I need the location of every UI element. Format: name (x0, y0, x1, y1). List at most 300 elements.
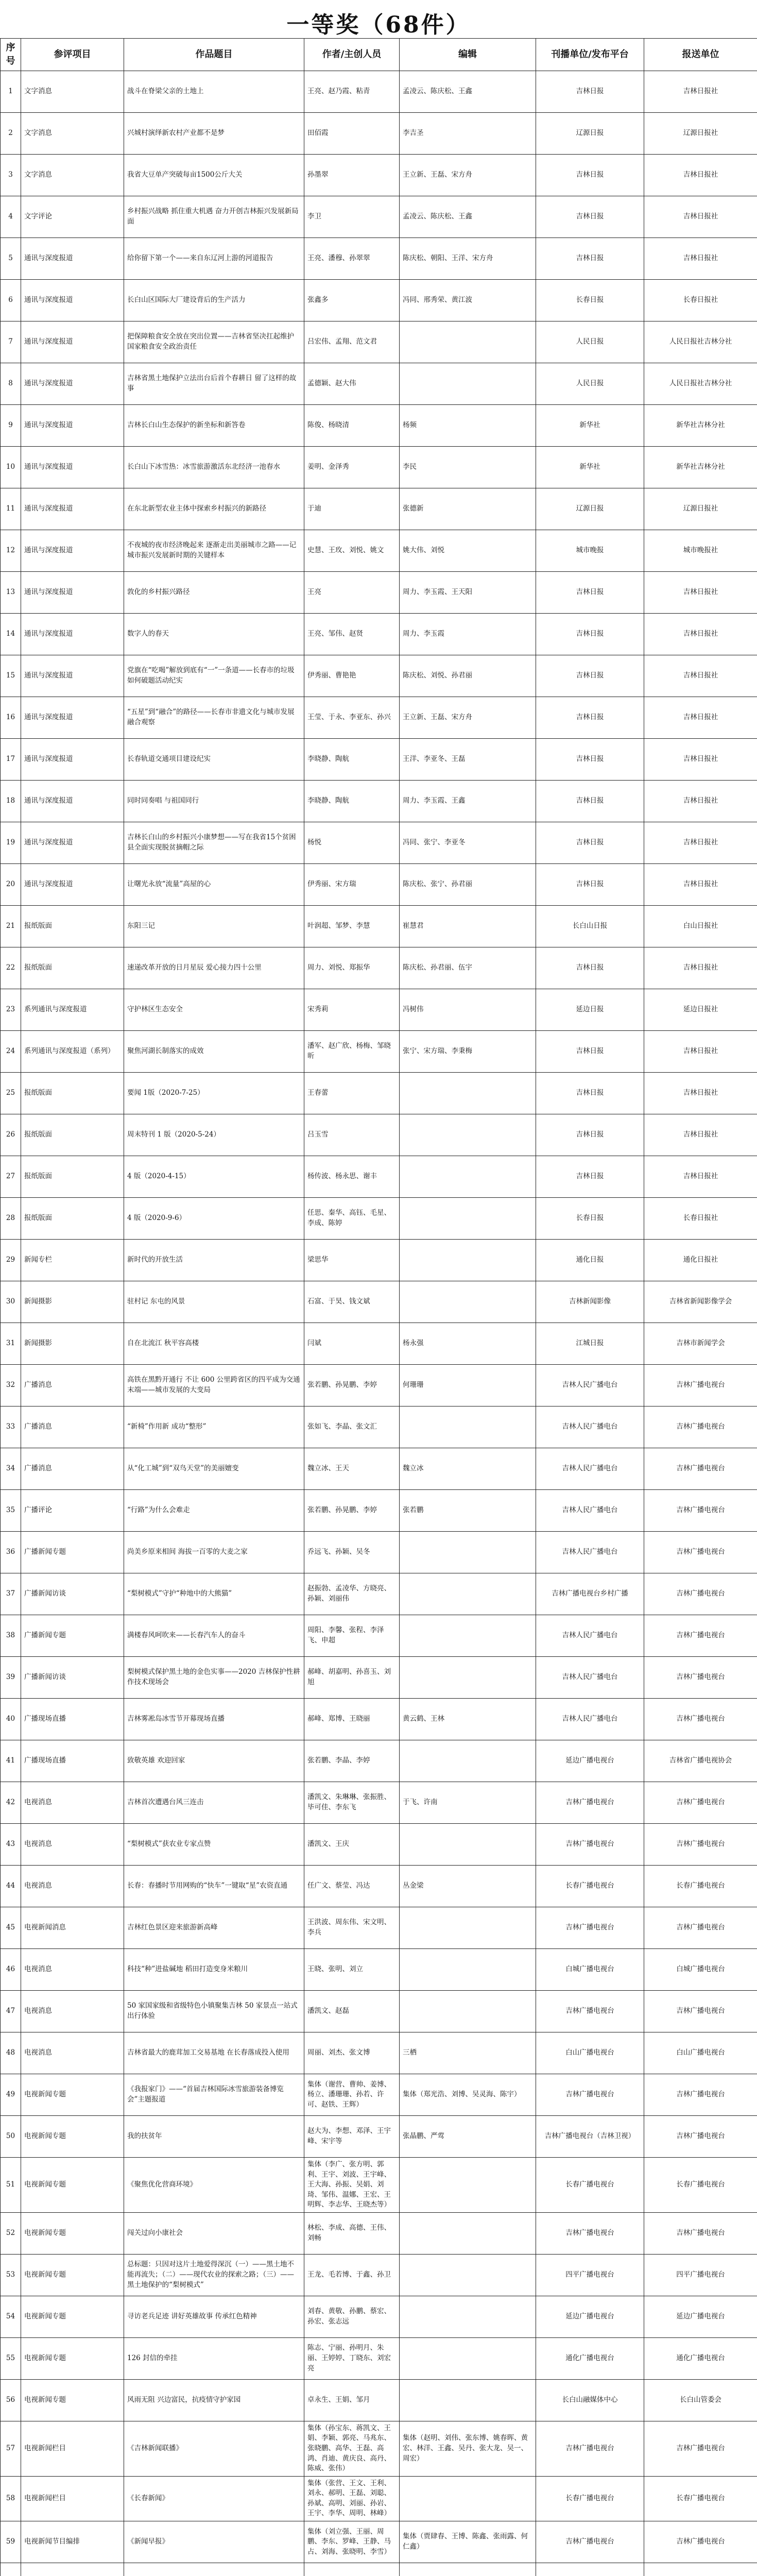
cell-editor: 张德新 (400, 488, 536, 530)
cell-work: 从“化工城”到“双鸟天堂”的美丽嬗变 (124, 1448, 304, 1490)
cell-category: 报纸版面 (21, 1198, 124, 1240)
cell-no: 28 (1, 1198, 21, 1240)
cell-editor: 姚大伟、刘悦 (400, 530, 536, 572)
cell-publisher: 白山广播电视台 (536, 2032, 644, 2074)
cell-no: 8 (1, 363, 21, 405)
cell-publisher: 新华社 (536, 405, 644, 447)
cell-work: 聚焦河湖长制落实的成效 (124, 1031, 304, 1073)
table-row (1, 614, 757, 655)
cell-editor (400, 2337, 536, 2379)
cell-work: 数字人的春天 (124, 614, 304, 655)
cell-work: 4 版（2020-9-6） (124, 1198, 304, 1240)
cell-editor: 于飞、许南 (400, 1782, 536, 1824)
cell-publisher: 江城日报 (536, 1323, 644, 1365)
cell-category: 广播现场直播 (21, 1699, 124, 1740)
table-row (1, 488, 757, 530)
cell-work: 守护林区生态安全 (124, 989, 304, 1031)
cell-org: 吉林广播电视台 (644, 2116, 757, 2158)
cell-author: 于迪 (304, 488, 400, 530)
cell-category: 文字消息 (21, 71, 124, 113)
table-row (1, 2254, 757, 2296)
cell-org: 吉林日报社 (644, 781, 757, 822)
cell-publisher: 吉林广播电视台（吉林卫视） (536, 2116, 644, 2158)
table-row (1, 1699, 757, 1740)
cell-author: 李晓静、陶航 (304, 739, 400, 781)
cell-no: 53 (1, 2254, 21, 2296)
col-header-author: 作者/主创人员 (304, 39, 400, 71)
cell-publisher: 长春日报 (536, 1198, 644, 1240)
cell-no: 57 (1, 2421, 21, 2476)
cell-publisher: 通化日报 (536, 1240, 644, 1281)
cell-work: 兴城村演绎新农村产业都不是梦 (124, 113, 304, 155)
table-row (1, 280, 757, 321)
cell-category: 新闻专栏 (21, 1240, 124, 1281)
cell-author: 刘春、黄敬、孙鹏、蔡宏、孙宏、张志远 (304, 2296, 400, 2337)
cell-author: 集体（李广、张方明、郭利、王宇、刘波、王宇峰、王大海、孙振、吴娟、刘琦、邹伟、温娜、王宏、王明辉、李志华、王晓杰等） (304, 2158, 400, 2213)
awards-table (0, 38, 757, 2576)
table-row (1, 1073, 757, 1114)
cell-category: 通讯与深度报道 (21, 655, 124, 697)
cell-category: 通讯与深度报道 (21, 238, 124, 280)
cell-org: 吉林日报社 (644, 572, 757, 614)
cell-editor: 周力、李玉霞、王鑫 (400, 781, 536, 822)
cell-no: 15 (1, 655, 21, 697)
cell-editor (400, 1114, 536, 1156)
table-row (1, 2379, 757, 2421)
table-row (1, 71, 757, 113)
cell-publisher: 吉林日报 (536, 155, 644, 196)
cell-no: 11 (1, 488, 21, 530)
cell-org: 吉林日报社 (644, 1114, 757, 1156)
cell-org: 吉林广播电视台 (644, 1573, 757, 1615)
cell-author: 乔远飞、孙颖、吴冬 (304, 1532, 400, 1573)
col-header-no: 序号 (1, 39, 21, 71)
table-row (1, 2212, 757, 2254)
cell-category: 广播现场直播 (21, 1740, 124, 1782)
cell-category: 通讯与深度报道 (21, 280, 124, 321)
cell-org: 白城广播电视台 (644, 1949, 757, 1991)
cell-author: 王春蕾 (304, 1073, 400, 1114)
cell-editor (400, 1740, 536, 1782)
cell-org: 通化广播电视台 (644, 2337, 757, 2379)
cell-work: 尚美乡原来相间 海拔一百零的大麦之家 (124, 1532, 304, 1573)
cell-editor: 何珊珊 (400, 1365, 536, 1406)
cell-work: 满楼春风呵吹来——长春汽车人的奋斗 (124, 1615, 304, 1657)
cell-editor: 张宁、宋方瑞、李秉梅 (400, 1031, 536, 1073)
cell-author: 王亮 (304, 572, 400, 614)
cell-author: 张若鹏、李晶、李婷 (304, 1740, 400, 1782)
cell-publisher: 长春日报 (536, 280, 644, 321)
table-row (1, 1573, 757, 1615)
cell-category: 报纸版面 (21, 1156, 124, 1198)
table-row (1, 1615, 757, 1657)
cell-publisher: 吉林日报 (536, 1114, 644, 1156)
cell-org: 吉林日报社 (644, 1156, 757, 1198)
cell-author: 陈俊、杨晓清 (304, 405, 400, 447)
cell-editor: 王立新、王磊、宋方舟 (400, 155, 536, 196)
cell-no: 55 (1, 2337, 21, 2379)
cell-author: 魏立冰、王天 (304, 1448, 400, 1490)
cell-org: 吉林日报社 (644, 1073, 757, 1114)
cell-work: 长春：春播时节用网购的“快车”一键取“星”农资直通 (124, 1866, 304, 1907)
cell-editor: 丛金梁 (400, 1866, 536, 1907)
table-row (1, 2421, 757, 2476)
table-row (1, 530, 757, 572)
table-row (1, 1782, 757, 1824)
cell-category: 通讯与深度报道 (21, 864, 124, 906)
cell-no: 59 (1, 2521, 21, 2563)
cell-work: 给你留下第一个——来自东辽河上游的河道报告 (124, 238, 304, 280)
cell-work: 总标题：只因对这片土地爱得深沉（一）——黑土地不能再流失；（二）——现代农业的探索之路；（三）——黑土地保护的“梨树模式” (124, 2254, 304, 2296)
cell-work: 《吉林新闻联播》 (124, 2421, 304, 2476)
cell-author: 吕玉雪 (304, 1114, 400, 1156)
cell-org: 延边广播电视台 (644, 2296, 757, 2337)
cell-category: 广播新闻专题 (21, 1615, 124, 1657)
cell-work: 《聚焦优化营商环境》 (124, 2158, 304, 2213)
cell-editor: 李吉圣 (400, 113, 536, 155)
table-row (1, 1907, 757, 1949)
cell-publisher: 吉林人民广播电台 (536, 1365, 644, 1406)
cell-org: 长春广播电视台 (644, 1866, 757, 1907)
cell-editor (400, 1615, 536, 1657)
cell-publisher: 吉林日报 (536, 71, 644, 113)
cell-work: 把保障粮食安全放在突出位置——吉林省坚决扛起维护国家粮食安全政治责任 (124, 321, 304, 363)
cell-editor: 冯同、张宁、李亚冬 (400, 822, 536, 864)
cell-publisher: 吉林日报 (536, 238, 644, 280)
cell-work: 《新闻早报》 (124, 2521, 304, 2563)
cell-editor (400, 1281, 536, 1323)
cell-category: 通讯与深度报道 (21, 363, 124, 405)
cell-org: 吉林广播电视台 (644, 2212, 757, 2254)
table-row (1, 1240, 757, 1281)
cell-publisher: 延边日报 (536, 989, 644, 1031)
table-row (1, 1156, 757, 1198)
cell-no: 58 (1, 2476, 21, 2521)
table-row (1, 405, 757, 447)
cell-org: 吉林广播电视台 (644, 1490, 757, 1532)
cell-no: 3 (1, 155, 21, 196)
cell-editor: 张若鹏 (400, 1490, 536, 1532)
table-row (1, 2074, 757, 2116)
cell-org: 吉林广播电视台 (644, 1365, 757, 1406)
cell-work: 闯关过向小康社会 (124, 2212, 304, 2254)
col-header-publisher: 刊播单位/发布平台 (536, 39, 644, 71)
cell-work: 梨树模式保护黑土地的金色实事——2020 吉林保护性耕作技术现场会 (124, 1657, 304, 1699)
cell-editor (400, 1406, 536, 1448)
cell-publisher: 吉林广播电视台 (536, 2074, 644, 2116)
cell-author: 李晓静、陶航 (304, 781, 400, 822)
cell-no: 43 (1, 1824, 21, 1866)
cell-editor: 张晶鹏、严莺 (400, 2116, 536, 2158)
cell-category: 文字消息 (21, 113, 124, 155)
cell-org: 辽源日报社 (644, 113, 757, 155)
cell-category: 通讯与深度报道 (21, 405, 124, 447)
table-row (1, 1448, 757, 1490)
cell-editor: 陈庆松、刘悦、孙君丽 (400, 655, 536, 697)
cell-author: 赵振勃、孟凌华、方晓亮、孙颖、刘丽伟 (304, 1573, 400, 1615)
cell-work: 长春轨道交通项目建设纪实 (124, 739, 304, 781)
table-row (1, 1949, 757, 1991)
cell-publisher: 吉林人民广播电台 (536, 1532, 644, 1573)
cell-category: 广播消息 (21, 1365, 124, 1406)
cell-category: 报纸版面 (21, 1073, 124, 1114)
cell-org: 白山日报社 (644, 906, 757, 947)
cell-work: 《我报家门》——“首届吉林国际冰雪旅游装备博览会”主题报道 (124, 2074, 304, 2116)
cell-author: 梁思华 (304, 1240, 400, 1281)
cell-work: 驻村记 东屯的风景 (124, 1281, 304, 1323)
cell-no: 47 (1, 1991, 21, 2032)
table-row (1, 2116, 757, 2158)
cell-org: 吉林市新闻学会 (644, 1323, 757, 1365)
cell-org: 吉林广播电视台 (644, 2074, 757, 2116)
cell-publisher: 吉林人民广播电台 (536, 1699, 644, 1740)
cell-work: 致敬英雄 欢迎回家 (124, 1740, 304, 1782)
cell-author: 张如飞、李晶、张文汇 (304, 1406, 400, 1448)
cell-category: 通讯与深度报道 (21, 572, 124, 614)
cell-no: 37 (1, 1573, 21, 1615)
cell-editor: 三栖 (400, 2032, 536, 2074)
cell-editor: 周力、李玉霞、王天阳 (400, 572, 536, 614)
table-row (1, 989, 757, 1031)
table-body (1, 71, 757, 2576)
cell-work: 高铁在黑黔开通行 不让 600 公里跨省区的四平成为交通末端——城市发展的大变局 (124, 1365, 304, 1406)
table-row (1, 1824, 757, 1866)
cell-category: 通讯与深度报道 (21, 488, 124, 530)
cell-work: 吉林长白山的乡村振兴小康梦想——写在我省15个贫困县全面实现脱贫摘帽之际 (124, 822, 304, 864)
cell-org: 长春日报社 (644, 1198, 757, 1240)
cell-editor: 陈庆松、朝阳、王洋、宋方舟 (400, 238, 536, 280)
cell-category: 电视消息 (21, 1782, 124, 1824)
cell-author: 杨悦 (304, 822, 400, 864)
cell-no: 18 (1, 781, 21, 822)
cell-work: 吉林雾凇岛冰雪节开幕现场直播 (124, 1699, 304, 1740)
cell-no: 9 (1, 405, 21, 447)
table-row (1, 321, 757, 363)
cell-category: 电视消息 (21, 1991, 124, 2032)
cell-publisher: 吉林日报 (536, 1031, 644, 1073)
cell-editor (400, 1240, 536, 1281)
cell-work: 126 封信的牵挂 (124, 2337, 304, 2379)
cell-no: 51 (1, 2158, 21, 2213)
cell-publisher: 延边广播电视台 (536, 2296, 644, 2337)
cell-work: 战斗在脊梁父亲的土地上 (124, 71, 304, 113)
table-row (1, 196, 757, 238)
cell-author: 叶润超、邹梦、李慧 (304, 906, 400, 947)
cell-author: 伊秀丽、宋方瑞 (304, 864, 400, 906)
cell-publisher: 吉林日报 (536, 822, 644, 864)
cell-category: 通讯与深度报道 (21, 321, 124, 363)
cell-work: 新时代的开放生活 (124, 1240, 304, 1281)
cell-work: 吉林省黑土地保护立法出台后首个春耕日 留了这样的故事 (124, 363, 304, 405)
cell-category: 广播新闻访谈 (21, 1657, 124, 1699)
cell-work: 让曙光永放“流量”高屋的心 (124, 864, 304, 906)
cell-work: 吉林省最大的鹿茸加工交易基地 在长春落成投入使用 (124, 2032, 304, 2074)
cell-publisher: 吉林人民广播电台 (536, 1657, 644, 1699)
col-header-category: 参评项目 (21, 39, 124, 71)
cell-publisher: 吉林日报 (536, 864, 644, 906)
cell-author: 姜明、金泽秀 (304, 447, 400, 488)
cell-editor: 孟凌云、陈庆松、王鑫 (400, 71, 536, 113)
cell-no: 6 (1, 280, 21, 321)
cell-editor: 陈庆松、孙君丽、伍宇 (400, 947, 536, 989)
table-row (1, 1281, 757, 1323)
cell-org: 辽源日报社 (644, 488, 757, 530)
cell-editor (400, 2563, 536, 2576)
cell-author: 王晓、张明、刘立 (304, 1949, 400, 1991)
cell-publisher: 吉林人民广播电台 (536, 1406, 644, 1448)
cell-author: 潘军、赵广欣、杨梅、邹晓昕 (304, 1031, 400, 1073)
cell-org: 吉林日报社 (644, 155, 757, 196)
cell-org: 长白山管委会 (644, 2379, 757, 2421)
cell-no: 39 (1, 1657, 21, 1699)
cell-category: 电视新闻栏目 (21, 2476, 124, 2521)
cell-editor (400, 1532, 536, 1573)
cell-author: 王亮、赵乃霞、粘青 (304, 71, 400, 113)
cell-category: 系列通讯与深度报道 (21, 989, 124, 1031)
cell-no: 31 (1, 1323, 21, 1365)
cell-publisher: 通化广播电视台 (536, 2337, 644, 2379)
cell-org: 吉林日报社 (644, 864, 757, 906)
cell-category: 通讯与深度报道 (21, 530, 124, 572)
cell-editor (400, 2158, 536, 2213)
table-row (1, 1114, 757, 1156)
cell-editor: 集体（赵明、刘伟、张东博、姚春晖、黄宏、林洋、王鑫、吴丹、张大龙、吴一、周宏） (400, 2421, 536, 2476)
cell-no: 23 (1, 989, 21, 1031)
cell-work: 寻访老兵足迹 讲好英雄故事 传承红色精神 (124, 2296, 304, 2337)
table-row (1, 2032, 757, 2074)
table-row (1, 1532, 757, 1573)
cell-author: 任广文、蔡莹、冯达 (304, 1866, 400, 1907)
cell-org: 吉林日报社 (644, 614, 757, 655)
cell-work: 我省大豆单产突破每亩1500公斤大关 (124, 155, 304, 196)
cell-author: 田佰霞 (304, 113, 400, 155)
cell-work: 乡村振兴战略 抓住重大机遇 奋力开创吉林振兴发展新局面 (124, 196, 304, 238)
cell-publisher: 长白山融媒体中心 (536, 2379, 644, 2421)
cell-no: 12 (1, 530, 21, 572)
cell-work: 周末特刊 1 版（2020-5-24） (124, 1114, 304, 1156)
cell-author: 杨传波、杨永思、谢丰 (304, 1156, 400, 1198)
cell-work (124, 2563, 304, 2576)
cell-no: 40 (1, 1699, 21, 1740)
cell-author: 闫斌 (304, 1323, 400, 1365)
cell-category: 广播消息 (21, 1448, 124, 1490)
cell-publisher: 吉林人民广播电台 (536, 1490, 644, 1532)
cell-editor (400, 1156, 536, 1198)
col-header-org: 报送单位 (644, 39, 757, 71)
cell-publisher: 吉林日报 (536, 614, 644, 655)
page-title: 一等奖（68件） (286, 12, 471, 38)
cell-editor (400, 2296, 536, 2337)
cell-author: 伊秀丽、曹艳艳 (304, 655, 400, 697)
cell-author: 周阳、李馨、张程、李泽飞、申超 (304, 1615, 400, 1657)
cell-org: 吉林日报社 (644, 238, 757, 280)
table-row (1, 781, 757, 822)
cell-org: 吉林广播电视台 (644, 2521, 757, 2563)
cell-work: 50 家国家级和省级特色小镇聚集吉林 50 家景点一站式出行体验 (124, 1991, 304, 2032)
cell-editor: 李民 (400, 447, 536, 488)
cell-publisher: 吉林广播电视台 (536, 1824, 644, 1866)
cell-author: 集体（谢营、曹帅、姜博、杨立、潘珊珊、孙若、许可、赵铁、王辉） (304, 2074, 400, 2116)
cell-work: 吉林长白山生态保护的新坐标和新答卷 (124, 405, 304, 447)
cell-author: 宋秀莉 (304, 989, 400, 1031)
table-row (1, 1198, 757, 1240)
cell-author: 集体（孙宝东、蒋凯文、王娟、李颖、郭亮、马兆东、张晓鹏、高华、王磊、高鸿、肖迪、黄庆良、高丹、陈威、张伟） (304, 2421, 400, 2476)
cell-author: 周力、刘悦、郑振华 (304, 947, 400, 989)
cell-publisher: 吉林人民广播电台 (536, 1615, 644, 1657)
cell-category: 电视消息 (21, 1949, 124, 1991)
col-header-editor: 编辑 (400, 39, 536, 71)
cell-editor (400, 321, 536, 363)
cell-editor: 冯树伟 (400, 989, 536, 1031)
cell-editor: 王立新、王磊、宋方舟 (400, 697, 536, 739)
table-row (1, 864, 757, 906)
cell-publisher: 吉林日报 (536, 1073, 644, 1114)
cell-org: 吉林广播电视台 (644, 1406, 757, 1448)
cell-editor (400, 2212, 536, 2254)
cell-category: 广播新闻访谈 (21, 1573, 124, 1615)
cell-category: 文字评论 (21, 196, 124, 238)
cell-editor (400, 2476, 536, 2521)
cell-author: 王亮、潘穆、孙翠翠 (304, 238, 400, 280)
cell-no: 21 (1, 906, 21, 947)
cell-no: 14 (1, 614, 21, 655)
cell-org: 新华社吉林分社 (644, 405, 757, 447)
col-header-work: 作品题目 (124, 39, 304, 71)
table-header-row (1, 39, 757, 71)
cell-publisher: 白城广播电视台 (536, 1949, 644, 1991)
table-row (1, 1031, 757, 1073)
table-row (1, 363, 757, 405)
cell-category: 电视新闻专题 (21, 2337, 124, 2379)
cell-no: 7 (1, 321, 21, 363)
cell-no: 49 (1, 2074, 21, 2116)
cell-publisher: 吉林日报 (536, 697, 644, 739)
cell-org: 吉林日报社 (644, 822, 757, 864)
cell-category: 新闻摄影 (21, 1323, 124, 1365)
cell-publisher: 长春广播电视台 (536, 2476, 644, 2521)
cell-category: 电视消息 (21, 2032, 124, 2074)
cell-publisher: 吉林广播电视台 (536, 2521, 644, 2563)
cell-category: 报纸版面 (21, 906, 124, 947)
cell-work: “行路”为什么会难走 (124, 1490, 304, 1532)
cell-category: 新闻摄影 (21, 1281, 124, 1323)
cell-no: 32 (1, 1365, 21, 1406)
cell-no: 25 (1, 1073, 21, 1114)
cell-no: 27 (1, 1156, 21, 1198)
cell-author: 孟德颖、赵大伟 (304, 363, 400, 405)
cell-editor: 杨永强 (400, 1323, 536, 1365)
cell-org: 延边日报社 (644, 989, 757, 1031)
cell-category: 通讯与深度报道 (21, 447, 124, 488)
table-row (1, 1740, 757, 1782)
cell-org: 长春广播电视台 (644, 2158, 757, 2213)
cell-author: 集体（刘立强、王丽、周鹏、李东、罗峰、王静、马占、刘海、张晓明、李雪） (304, 2521, 400, 2563)
cell-no: 42 (1, 1782, 21, 1824)
cell-author: 张若鹏、孙晃鹏、李婷 (304, 1365, 400, 1406)
table-row (1, 1406, 757, 1448)
cell-no: 54 (1, 2296, 21, 2337)
cell-category: 电视新闻专题 (21, 2116, 124, 2158)
cell-no: 44 (1, 1866, 21, 1907)
cell-publisher: 吉林广播电视台 (536, 1991, 644, 2032)
cell-no: 34 (1, 1448, 21, 1490)
cell-publisher: 四平广播电视台 (536, 2254, 644, 2296)
cell-work: 要闻 1版（2020-7-25） (124, 1073, 304, 1114)
table-row (1, 238, 757, 280)
table-row (1, 1991, 757, 2032)
table-row (1, 447, 757, 488)
cell-no: 5 (1, 238, 21, 280)
